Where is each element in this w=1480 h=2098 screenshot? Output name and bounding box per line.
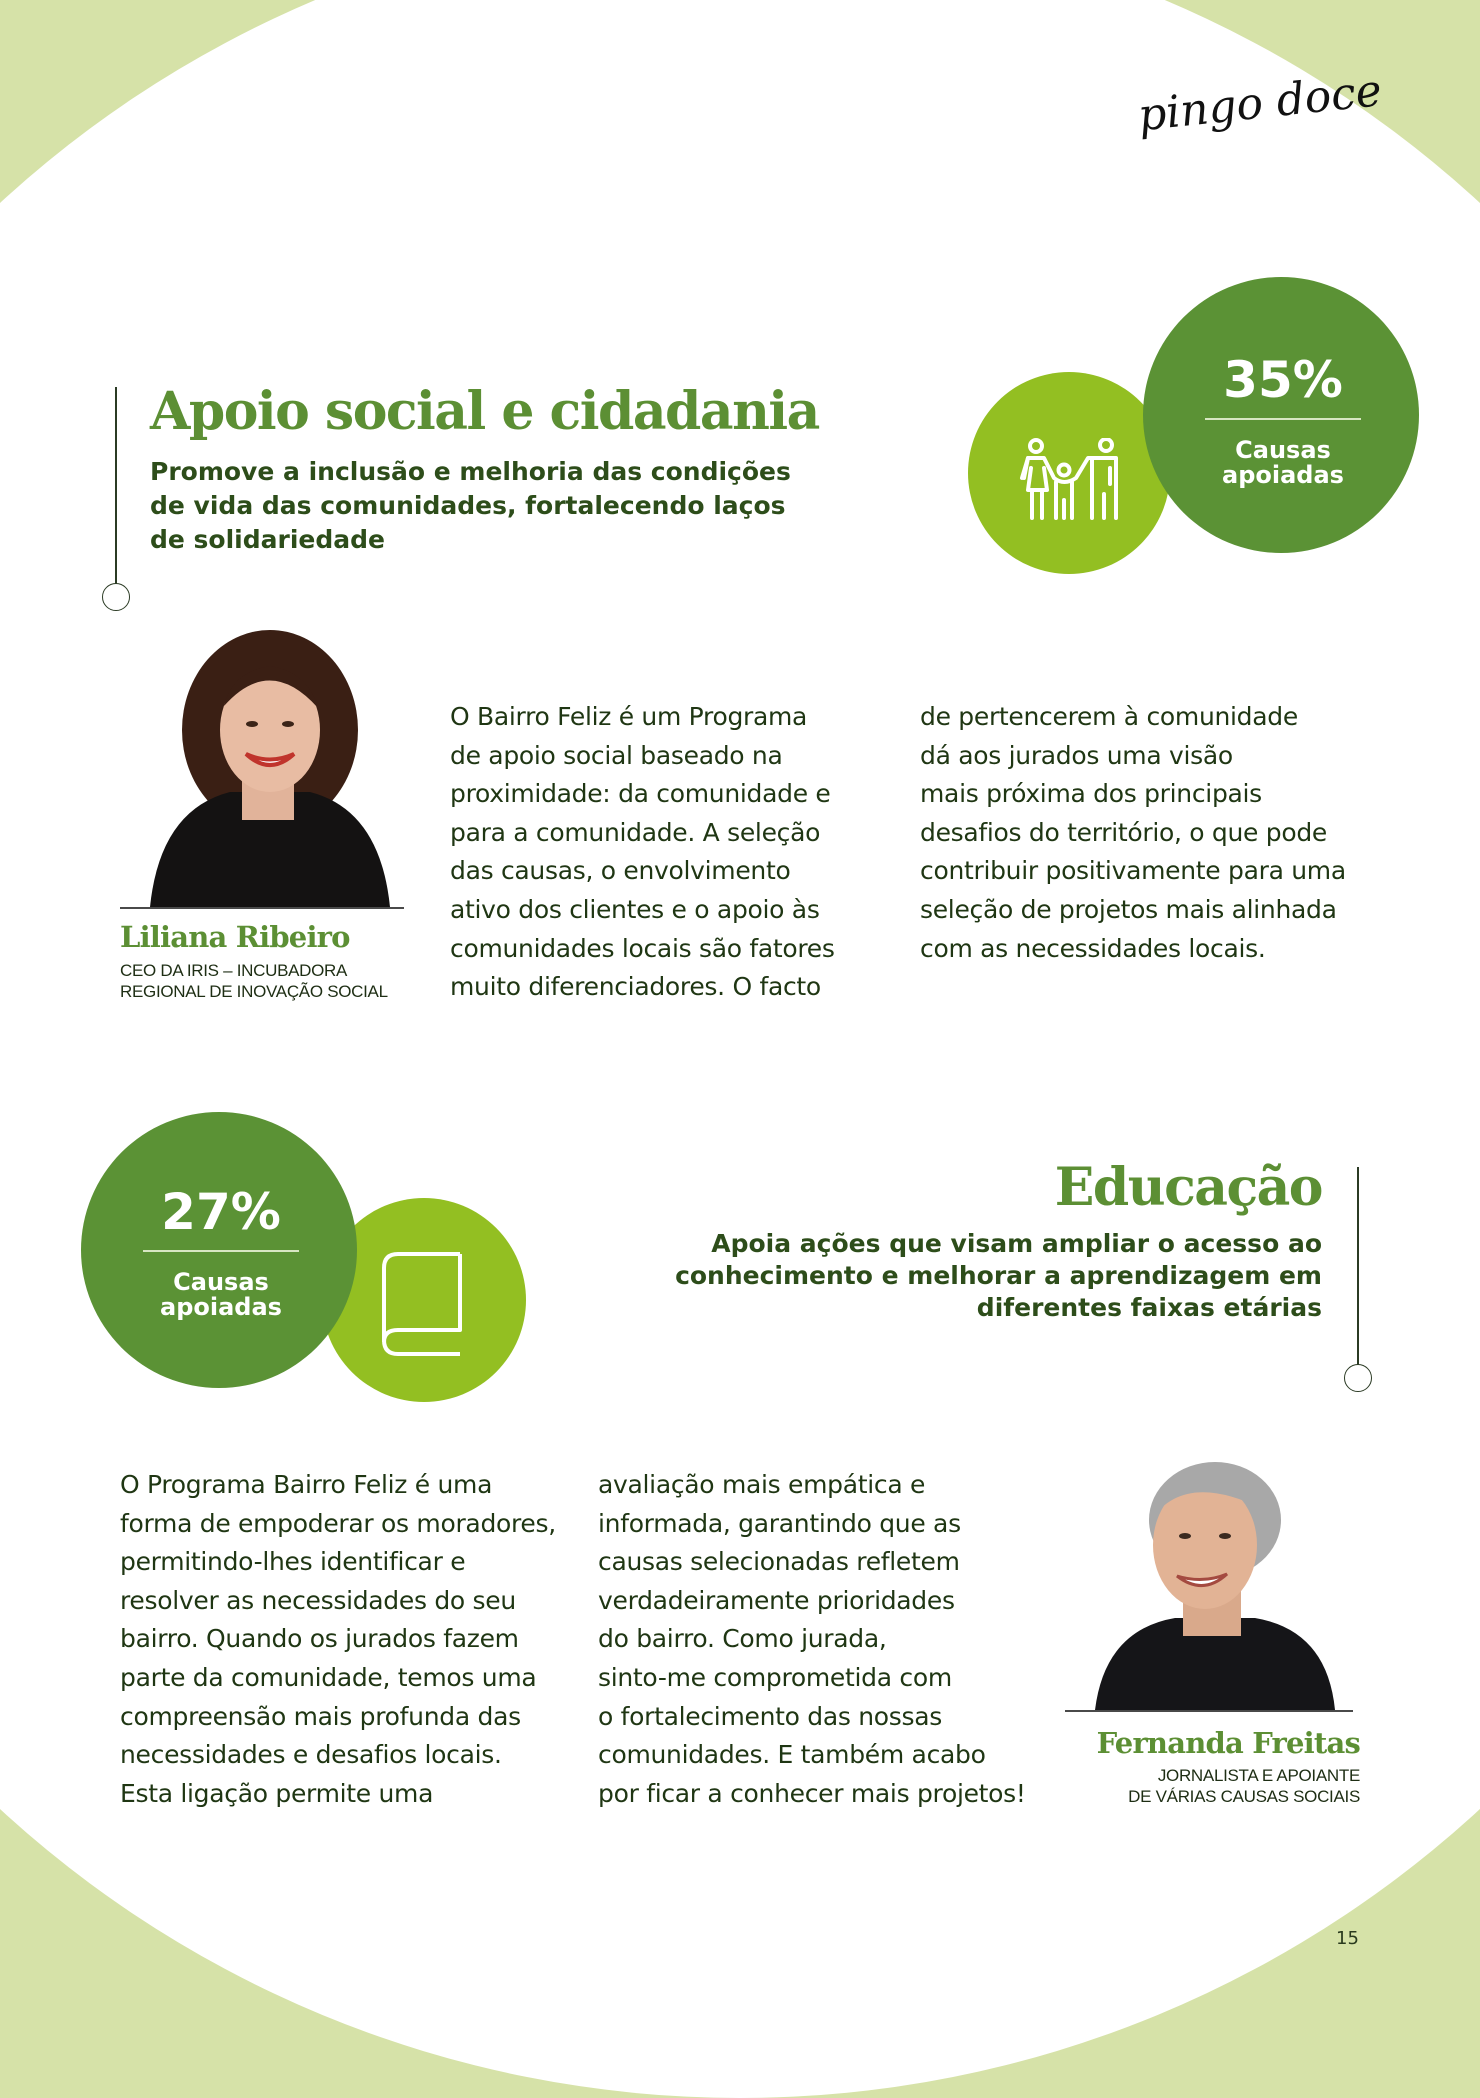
stat-divider — [1205, 418, 1361, 420]
section1-divider-circle — [102, 583, 130, 611]
section1-stat-label-2: apoiadas — [1222, 461, 1344, 489]
stat-divider — [143, 1250, 299, 1252]
section2-subtitle-line: conhecimento e melhorar a aprendizagem em — [675, 1261, 1322, 1290]
fernanda-freitas-photo — [1065, 1440, 1353, 1712]
section1-stat — [1198, 352, 1368, 488]
paragraph-line: proximidade: da comunidade e — [450, 779, 831, 809]
paragraph-line: permitindo-lhes identificar e — [120, 1547, 466, 1577]
paragraph-line: necessidades e desafios locais. — [120, 1740, 502, 1770]
paragraph-line: ativo dos clientes e o apoio às — [450, 894, 820, 924]
svg-text:pingo doce: pingo doce — [1135, 68, 1385, 142]
section1-subtitle-line: de vida das comunidades, fortalecendo laços — [150, 491, 786, 520]
page-number: 15 — [1336, 1928, 1359, 1949]
section1-stat-value: 35% — [1223, 351, 1343, 409]
paragraph-line: dá aos jurados uma visão — [920, 740, 1233, 770]
section2-divider-circle — [1344, 1364, 1372, 1392]
person-name: Fernanda Freitas — [1096, 1726, 1360, 1760]
paragraph-line: bairro. Quando os jurados fazem — [120, 1624, 519, 1654]
paragraph-line: por ficar a conhecer mais projetos! — [598, 1778, 1026, 1808]
family-icon — [1018, 438, 1126, 522]
section1-body-column-2 — [920, 698, 1346, 968]
person-name: Liliana Ribeiro — [120, 920, 350, 954]
paragraph-line: verdadeiramente prioridades — [598, 1585, 955, 1615]
section1-stat-label-1: Causas — [1235, 436, 1331, 464]
section1-body-column-1 — [450, 698, 835, 1007]
person-role-line: JORNALISTA E APOIANTE — [1157, 1766, 1360, 1785]
paragraph-line: O Programa Bairro Feliz é uma — [120, 1470, 493, 1499]
section1-divider-line — [115, 387, 117, 584]
section2-subtitle-line: diferentes faixas etárias — [976, 1293, 1322, 1322]
paragraph-line: de pertencerem à comunidade — [920, 702, 1298, 731]
paragraph-line: sinto-me comprometida com — [598, 1662, 952, 1692]
paragraph-line: causas selecionadas refletem — [598, 1547, 960, 1577]
paragraph-line: para a comunidade. A seleção — [450, 817, 821, 847]
book-icon — [380, 1250, 464, 1358]
section2-stat-value: 27% — [161, 1183, 281, 1241]
paragraph-line: compreensão mais profunda das — [120, 1701, 521, 1731]
paragraph-line: O Bairro Feliz é um Programa — [450, 702, 808, 731]
paragraph-line: seleção de projetos mais alinhada — [920, 894, 1337, 924]
section2-body-column-2 — [598, 1466, 1026, 1813]
section2-divider-line — [1357, 1167, 1359, 1365]
section2-stat-label-2: apoiadas — [160, 1293, 282, 1321]
section1-subtitle — [150, 455, 791, 557]
paragraph-line: comunidades locais são fatores — [450, 933, 835, 963]
paragraph-line: do bairro. Como jurada, — [598, 1624, 887, 1654]
section2-stat-label-1: Causas — [173, 1268, 269, 1296]
paragraph-line: desafios do território, o que pode — [920, 817, 1327, 847]
section2-title: Educação — [1054, 1157, 1322, 1218]
paragraph-line: com as necessidades locais. — [920, 933, 1266, 963]
paragraph-line: Esta ligação permite uma — [120, 1778, 434, 1808]
section2-subtitle-line: Apoia ações que visam ampliar o acesso ao — [711, 1229, 1322, 1258]
paragraph-line: o fortalecimento das nossas — [598, 1701, 942, 1731]
section2-stat — [136, 1184, 306, 1320]
paragraph-line: das causas, o envolvimento — [450, 856, 791, 886]
pingo-doce-logo — [1128, 68, 1388, 148]
section2-subtitle — [675, 1228, 1322, 1324]
paragraph-line: mais próxima dos principais — [920, 779, 1262, 809]
section1-subtitle-line: de solidariedade — [150, 525, 385, 554]
paragraph-line: muito diferenciadores. O facto — [450, 972, 821, 1002]
section1-subtitle-line: Promove a inclusão e melhoria das condições — [150, 457, 791, 486]
section1-title: Apoio social e cidadania — [150, 381, 819, 442]
paragraph-line: informada, garantindo que as — [598, 1508, 961, 1538]
paragraph-line: forma de empoderar os moradores, — [120, 1508, 556, 1538]
paragraph-line: de apoio social baseado na — [450, 740, 783, 770]
paragraph-line: avaliação mais empática e — [598, 1470, 926, 1499]
paragraph-line: contribuir positivamente para uma — [920, 856, 1346, 886]
paragraph-line: comunidades. E também acabo — [598, 1740, 986, 1770]
person-role-line: CEO DA IRIS – INCUBADORA — [120, 961, 348, 980]
liliana-ribeiro-photo — [120, 620, 404, 909]
person-role-line: REGIONAL DE INOVAÇÃO SOCIAL — [120, 982, 388, 1001]
section2-body-column-1 — [120, 1466, 556, 1813]
paragraph-line: parte da comunidade, temos uma — [120, 1662, 537, 1692]
paragraph-line: resolver as necessidades do seu — [120, 1585, 516, 1615]
person-role-line: DE VÁRIAS CAUSAS SOCIAIS — [1128, 1787, 1360, 1806]
